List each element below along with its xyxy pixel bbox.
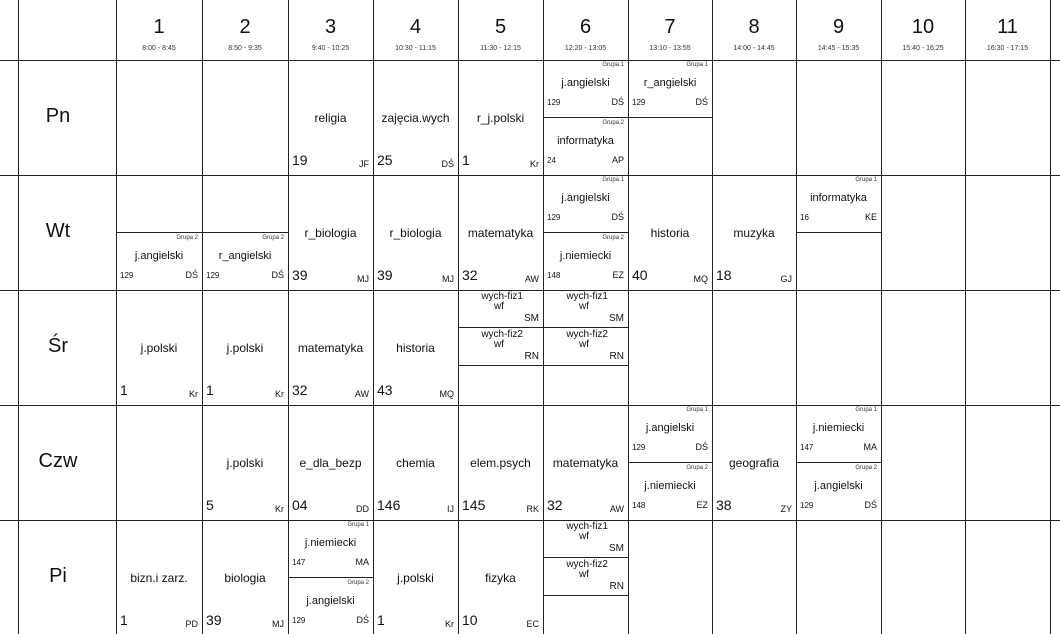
subject-name: j.niemiecki (304, 537, 357, 549)
lesson-cell[interactable] (628, 405, 712, 520)
lesson-cell[interactable] (543, 520, 628, 634)
room-number: 04 (292, 497, 308, 513)
lesson-cell[interactable] (373, 60, 458, 175)
teacher-code: KE (864, 212, 877, 222)
group-label: Grupa 2 (602, 235, 624, 241)
lesson-cell[interactable] (458, 290, 543, 405)
period-number: 8 (748, 16, 760, 38)
subject-name: muzyka (733, 226, 775, 240)
group-label: Grupa 2 (602, 120, 624, 126)
teacher-code: DD (356, 504, 369, 514)
teacher-code: RK (526, 504, 539, 514)
period-number: 10 (911, 16, 935, 38)
lesson-cell[interactable] (373, 405, 458, 520)
lesson-cell[interactable] (373, 290, 458, 405)
room-number: 10 (462, 612, 478, 628)
room-number: 129 (206, 271, 220, 280)
teacher-code: AW (524, 274, 539, 284)
teacher-code: DŚ (441, 159, 454, 169)
subject-name: j.niemiecki (559, 250, 612, 262)
group-label: wych-fiz2 (566, 559, 608, 570)
subject-name: informatyka (557, 135, 614, 147)
subject-name: wf (494, 339, 504, 350)
period-header-9 (796, 0, 881, 60)
room-number: 147 (800, 443, 814, 452)
subject-name: wf (494, 301, 504, 312)
room-number: 39 (377, 267, 393, 283)
teacher-code: EZ (612, 270, 624, 280)
room-number: 18 (716, 267, 732, 283)
teacher-code: AW (354, 389, 369, 399)
subject-name: bizn.i zarz. (130, 571, 188, 585)
grid-column-line (712, 0, 713, 634)
group-divider (458, 365, 543, 366)
lesson-cell[interactable] (202, 175, 288, 290)
group-label: Grupa 2 (855, 465, 877, 471)
group-divider (543, 232, 628, 233)
subject-name: matematyka (552, 456, 619, 470)
group-divider (796, 462, 881, 463)
period-number: 9 (832, 16, 845, 38)
period-time: 14:00 - 14:45 (733, 45, 775, 52)
period-header-1 (116, 0, 202, 60)
day-label-4: Czw (38, 450, 78, 472)
room-number: 145 (462, 497, 486, 513)
lesson-cell[interactable] (288, 405, 373, 520)
period-time: 16:30 - 17:15 (986, 45, 1029, 52)
lesson-cell[interactable] (373, 175, 458, 290)
grid-column-line (796, 0, 797, 634)
subject-name: historia (396, 341, 435, 355)
period-number: 2 (239, 16, 251, 38)
group-divider (628, 117, 712, 118)
teacher-code: DŚ (185, 270, 198, 280)
teacher-code: Kr (530, 159, 539, 169)
group-label: Grupa 1 (602, 177, 624, 183)
period-header-3 (288, 0, 373, 60)
subject-name: informatyka (810, 192, 867, 204)
day-label-5: Pi (49, 565, 67, 587)
lesson-cell[interactable] (288, 60, 373, 175)
room-number: 39 (292, 267, 308, 283)
grid-column-line (18, 0, 19, 634)
teacher-code: MJ (357, 274, 369, 284)
subject-name: j.polski (140, 341, 178, 355)
subject-name: j.polski (226, 456, 264, 470)
room-number: 24 (547, 156, 556, 165)
teacher-code: MJ (442, 274, 454, 284)
group-label: Grupa 2 (262, 235, 284, 241)
subject-name: geografia (728, 456, 780, 470)
period-time: 13:10 - 13:55 (649, 45, 691, 52)
room-number: 147 (292, 558, 306, 567)
teacher-code: IJ (446, 504, 454, 514)
group-divider (796, 232, 881, 233)
subject-name: matematyka (297, 341, 364, 355)
group-divider (543, 557, 628, 558)
lesson-cell[interactable] (116, 290, 202, 405)
room-number: 1 (120, 612, 128, 628)
teacher-code: EC (526, 619, 539, 629)
subject-name: historia (650, 226, 690, 240)
teacher-code: AW (609, 504, 624, 514)
period-header-10 (881, 0, 965, 60)
teacher-code: DŚ (356, 615, 369, 625)
lesson-cell[interactable] (712, 405, 796, 520)
group-label: Grupa 2 (686, 465, 708, 471)
group-divider (543, 117, 628, 118)
subject-name: r_angielski (643, 77, 697, 89)
group-divider (116, 232, 202, 233)
subject-name: wf (579, 301, 589, 312)
period-time: 9:40 - 10:25 (311, 45, 350, 52)
subject-name: j.angielski (814, 480, 863, 492)
room-number: 16 (800, 213, 809, 222)
lesson-cell[interactable] (288, 520, 373, 634)
subject-name: j.niemiecki (644, 480, 696, 492)
room-number: 129 (547, 98, 561, 107)
teacher-code: SM (524, 313, 539, 324)
teacher-code: DŚ (611, 212, 624, 222)
teacher-code: MA (863, 442, 877, 452)
subject-name: j.polski (226, 341, 264, 355)
teacher-code: SM (609, 313, 624, 324)
room-number: 129 (800, 501, 814, 510)
period-time: 11:30 - 12:15 (480, 45, 521, 52)
period-header-8 (712, 0, 796, 60)
teacher-code: RN (524, 351, 539, 362)
period-time: 12:20 - 13:05 (564, 45, 607, 52)
lesson-cell[interactable] (796, 175, 881, 290)
room-number: 1 (206, 382, 214, 398)
day-label-3: Śr (48, 335, 68, 357)
room-number: 129 (547, 213, 561, 222)
room-number: 25 (377, 152, 393, 168)
lesson-cell[interactable] (628, 60, 712, 175)
subject-name: r_biologia (389, 226, 442, 240)
period-time: 10:30 - 11:15 (395, 45, 436, 52)
subject-name: j.niemiecki (812, 422, 865, 434)
teacher-code: Kr (445, 619, 454, 629)
period-number: 11 (997, 16, 1018, 38)
group-divider (543, 595, 628, 596)
lesson-cell[interactable] (373, 520, 458, 634)
period-time: 8:50 - 9:35 (228, 45, 262, 52)
room-number: 40 (632, 267, 648, 283)
room-number: 1 (120, 382, 128, 398)
lesson-cell[interactable] (543, 405, 628, 520)
group-divider (543, 365, 628, 366)
period-header-7 (628, 0, 712, 60)
period-header-11 (965, 0, 1050, 60)
subject-name: wf (579, 531, 589, 542)
day-label-1: Pn (45, 105, 71, 127)
grid-column-line (1050, 0, 1051, 634)
room-number: 148 (547, 271, 561, 280)
group-label: wych-fiz1 (566, 521, 608, 532)
room-number: 39 (206, 612, 222, 628)
teacher-code: AP (611, 155, 624, 165)
teacher-code: Kr (275, 504, 284, 514)
lesson-cell[interactable] (458, 405, 543, 520)
room-number: 1 (377, 612, 385, 628)
lesson-cell[interactable] (116, 175, 202, 290)
teacher-code: DŚ (695, 97, 708, 107)
teacher-code: GJ (780, 274, 792, 284)
period-time: 14:45 - 15:35 (817, 45, 860, 52)
lesson-cell[interactable] (543, 175, 628, 290)
group-label: Grupa 2 (176, 235, 198, 241)
grid-column-line (965, 0, 966, 634)
lesson-cell[interactable] (543, 60, 628, 175)
subject-name: chemia (396, 456, 435, 470)
period-number: 7 (664, 16, 676, 38)
room-number: 129 (292, 616, 306, 625)
subject-name: e_dla_bezp (299, 456, 362, 470)
day-label-2: Wt (45, 220, 71, 242)
teacher-code: EZ (696, 500, 708, 510)
teacher-code: JF (359, 159, 369, 169)
lesson-cell[interactable] (628, 175, 712, 290)
lesson-cell[interactable] (202, 520, 288, 634)
period-time: 8:00 - 8:45 (142, 45, 176, 52)
subject-name: religia (314, 111, 347, 125)
subject-name: j.angielski (134, 250, 184, 262)
period-number: 1 (153, 16, 165, 38)
period-number: 6 (579, 16, 592, 38)
subject-name: r_j.polski (476, 111, 525, 125)
teacher-code: DŚ (864, 500, 877, 510)
lesson-cell[interactable] (796, 405, 881, 520)
period-number: 4 (409, 16, 422, 38)
teacher-code: MA (355, 557, 369, 567)
subject-name: j.angielski (306, 595, 355, 607)
group-label: wych-fiz1 (481, 291, 523, 302)
group-divider (202, 232, 288, 233)
room-number: 19 (292, 152, 308, 168)
subject-name: zajęcia.wych (381, 111, 450, 125)
subject-name: j.angielski (561, 192, 610, 204)
teacher-code: PD (185, 619, 198, 629)
subject-name: wf (579, 339, 589, 350)
lesson-cell[interactable] (543, 290, 628, 405)
period-time: 15:40 - 16:25 (902, 45, 944, 52)
teacher-code: Kr (189, 389, 198, 399)
group-divider (458, 327, 543, 328)
subject-name: fizyka (485, 571, 516, 585)
teacher-code: DŚ (695, 442, 708, 452)
group-label: wych-fiz2 (566, 329, 608, 340)
teacher-code: DŚ (611, 97, 624, 107)
room-number: 32 (292, 382, 308, 398)
subject-name: wf (579, 569, 589, 580)
grid-column-line (881, 0, 882, 634)
group-label: Grupa 1 (855, 177, 877, 183)
period-header-5 (458, 0, 543, 60)
period-number: 3 (324, 16, 337, 38)
teacher-code: ZY (780, 504, 792, 514)
teacher-code: SM (609, 543, 624, 554)
room-number: 38 (716, 497, 732, 513)
group-label: Grupa 1 (855, 407, 877, 413)
subject-name: j.polski (397, 571, 434, 585)
lesson-cell[interactable] (202, 290, 288, 405)
subject-name: r_angielski (218, 250, 272, 262)
teacher-code: MQ (693, 274, 708, 284)
group-label: Grupa 1 (686, 407, 708, 413)
subject-name: elem.psych (470, 456, 531, 470)
lesson-cell[interactable] (458, 60, 543, 175)
room-number: 5 (206, 497, 214, 513)
teacher-code: RN (609, 581, 624, 592)
group-divider (288, 577, 373, 578)
period-header-4 (373, 0, 458, 60)
lesson-cell[interactable] (116, 520, 202, 634)
room-number: 129 (120, 271, 134, 280)
room-number: 32 (547, 497, 563, 513)
group-label: wych-fiz1 (566, 291, 608, 302)
lesson-cell[interactable] (288, 175, 373, 290)
group-divider (543, 327, 628, 328)
period-header-2 (202, 0, 288, 60)
room-number: 1 (462, 152, 470, 168)
group-label: Grupa 1 (347, 522, 369, 528)
teacher-code: DŚ (271, 270, 284, 280)
room-number: 148 (632, 501, 646, 510)
teacher-code: Kr (275, 389, 284, 399)
group-label: Grupa 2 (347, 580, 369, 586)
group-divider (628, 462, 712, 463)
period-number: 5 (494, 16, 507, 38)
lesson-cell[interactable] (288, 290, 373, 405)
subject-name: r_biologia (304, 226, 357, 240)
room-number: 43 (377, 382, 393, 398)
group-label: Grupa 1 (602, 62, 624, 68)
teacher-code: MQ (439, 389, 454, 399)
period-header-6 (543, 0, 628, 60)
room-number: 32 (462, 267, 478, 283)
lesson-cell[interactable] (458, 175, 543, 290)
room-number: 146 (377, 497, 401, 513)
subject-name: matematyka (467, 226, 534, 240)
room-number: 129 (632, 98, 646, 107)
teacher-code: MJ (272, 619, 284, 629)
subject-name: biologia (224, 571, 266, 585)
teacher-code: RN (609, 351, 624, 362)
subject-name: j.angielski (645, 422, 695, 434)
lesson-cell[interactable] (458, 520, 543, 634)
group-label: wych-fiz2 (481, 329, 523, 340)
room-number: 129 (632, 443, 646, 452)
lesson-cell[interactable] (712, 175, 796, 290)
lesson-cell[interactable] (202, 405, 288, 520)
group-label: Grupa 1 (686, 62, 708, 68)
subject-name: j.angielski (561, 77, 610, 89)
